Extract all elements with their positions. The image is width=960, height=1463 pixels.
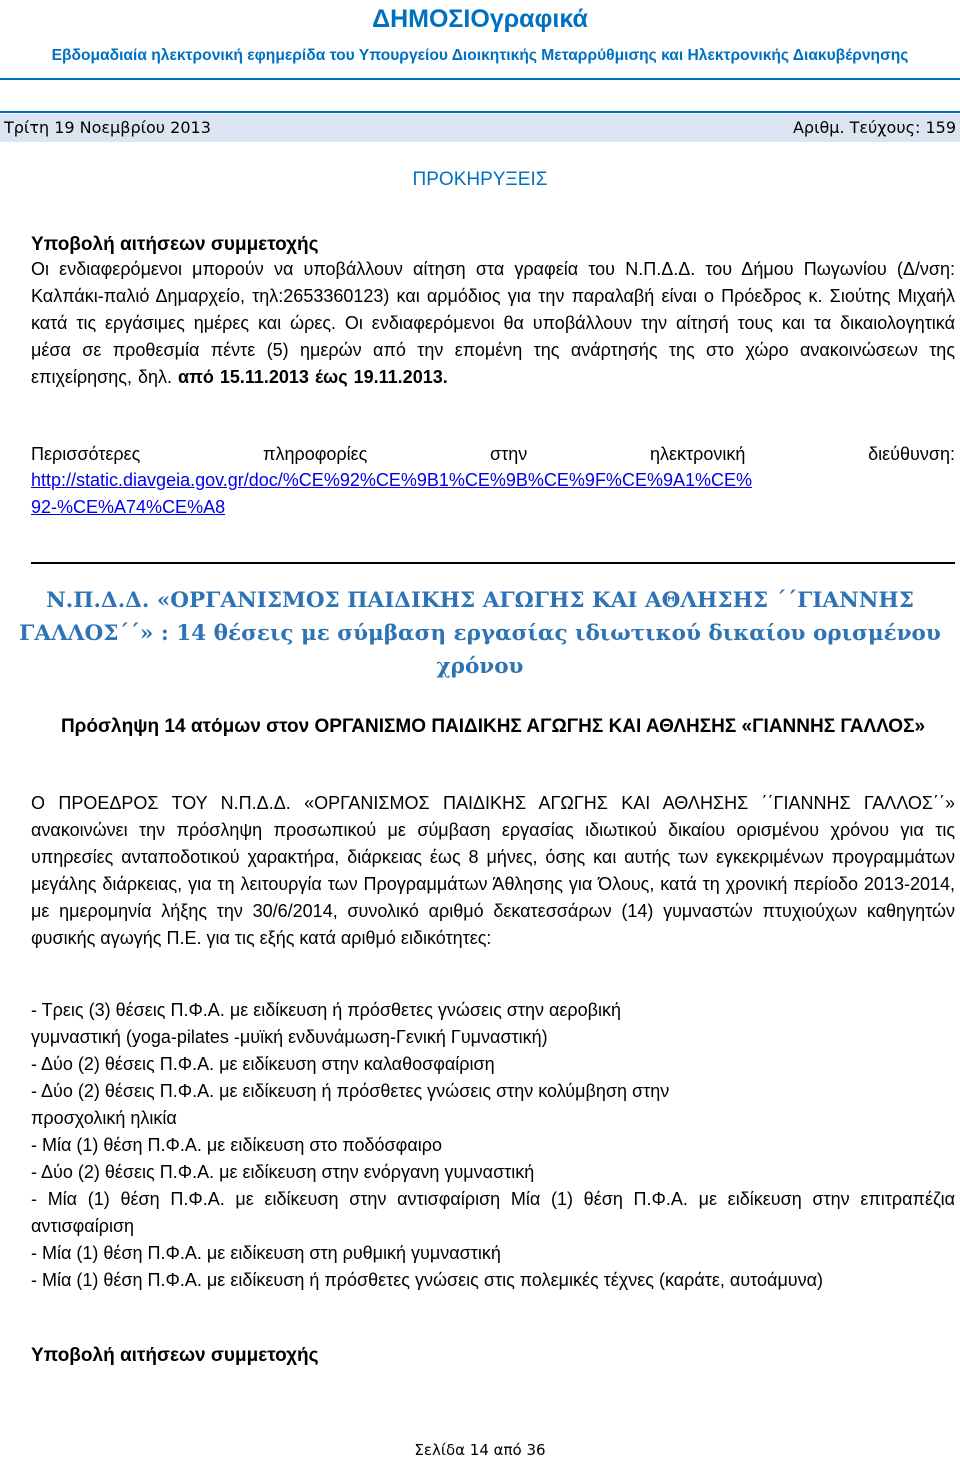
item1-deadline: από 15.11.2013 έως 19.11.2013. xyxy=(178,367,448,387)
item1-heading: Υποβολή αιτήσεων συμμετοχής xyxy=(31,234,319,255)
item1-link[interactable] xyxy=(31,467,955,521)
newsletter-subtitle: Εβδομαδιαία ηλεκτρονική εφημερίδα του Υπουργείου Διοικητικής Μεταρρύθμισης και Ηλεκτρονικής Διακυβέρνησης xyxy=(51,47,909,64)
item1-body-text: Οι ενδιαφερόμενοι μπορούν να υποβάλλουν αίτηση στα γραφεία του Ν.Π.Δ.Δ. του Δήμου Πωγωνίου (Δ/νση: Καλπάκι-παλιό Δημαρχείο, τηλ:2653360123) και αρμόδιος για την παραλαβή είναι ο Πρόεδρος κ. Σιούτης Μιχαήλ κατά τις εργάσιμες ημέρες και ώρες. Οι ενδιαφερόμενοι θα υποβάλλουν την αίτησή τους και τα δικαιολογητικά μέσα σε προθεσμία πέντε (5) ημερών από την επομένη της ανάρτησής της στο χώρο ανακοινώσεων της επιχείρησης, δηλ. xyxy=(31,259,955,387)
header-rule-bottom xyxy=(0,111,960,113)
positions-list xyxy=(31,997,955,1294)
page-number: Σελίδα 14 από 36 xyxy=(414,1441,546,1459)
item1-more-info: Περισσότερες πληροφορίες στην ηλεκτρονική διεύθυνση: xyxy=(31,444,955,464)
position-item: - Μία (1) θέση Π.Φ.Α. με ειδίκευση στη ρυθμική γυμναστική xyxy=(31,1243,501,1263)
position-item: - Δύο (2) θέσεις Π.Φ.Α. με ειδίκευση στην ενόργανη γυμναστική xyxy=(31,1162,535,1182)
dateline-bar xyxy=(0,114,960,142)
item2-title: Ν.Π.Δ.Δ. «ΟΡΓΑΝΙΣΜΟΣ ΠΑΙΔΙΚΗΣ ΑΓΩΓΗΣ ΚΑΙ ΑΘΛΗΣΗΣ ΄΄ΓΙΑΝΝΗΣ ΓΑΛΛΟΣ΄΄» : 14 θέσεις με σύμβαση εργασίας ιδιωτικού δικαίου ορισμένου χρόνου xyxy=(19,588,941,679)
position-item: - Μία (1) θέση Π.Φ.Α. με ειδίκευση στο ποδόσφαιρο xyxy=(31,1135,442,1155)
position-item: - Μία (1) θέση Π.Φ.Α. με ειδίκευση ή πρόσθετες γνώσεις στις πολεμικές τέχνες (καράτε, αυτοάμυνα) xyxy=(31,1270,824,1290)
header-rule-top xyxy=(0,78,960,80)
item1-body xyxy=(31,256,955,391)
position-item: - Δύο (2) θέσεις Π.Φ.Α. με ειδίκευση στην καλαθοσφαίριση xyxy=(31,1054,495,1074)
newsletter-title: ΔΗΜΟΣΙΟγραφικά xyxy=(372,5,588,33)
position-item: - Τρεις (3) θέσεις Π.Φ.Α. με ειδίκευση ή πρόσθετες γνώσεις στην αεροβική γυμναστική (yoga-pilates -μυϊκή ενδυνάμωση-Γενική Γυμναστική) xyxy=(31,1000,622,1047)
item1-link-line1[interactable]: http://static.diavgeia.gov.gr/doc/%CE%92%CE%9B1%CE%9B%CE%9F%CE%9A1%CE% xyxy=(31,470,752,490)
item2-submission-heading: Υποβολή αιτήσεων συμμετοχής xyxy=(31,1345,319,1366)
section-heading: ΠΡΟΚΗΡΥΞΕΙΣ xyxy=(412,169,548,190)
issue-date: Τρίτη 19 Νοεμβρίου 2013 xyxy=(4,118,211,137)
article-separator xyxy=(31,562,955,564)
position-item: - Μία (1) θέση Π.Φ.Α. με ειδίκευση στην αντισφαίριση Μία (1) θέση Π.Φ.Α. με ειδίκευση στην επιτραπέζια αντισφαίριση xyxy=(31,1189,955,1236)
item1-link-line2[interactable]: 92-%CE%A74%CE%A8 xyxy=(31,497,226,517)
item2-subheading: Πρόσληψη 14 ατόμων στον ΟΡΓΑΝΙΣΜΟ ΠΑΙΔΙΚΗΣ ΑΓΩΓΗΣ ΚΑΙ ΑΘΛΗΣΗΣ «ΓΙΑΝΝΗΣ ΓΑΛΛΟΣ» xyxy=(60,716,926,737)
issue-number: Αριθμ. Τεύχους: 159 xyxy=(792,118,956,137)
item2-body: Ο ΠΡΟΕΔΡΟΣ ΤΟΥ Ν.Π.Δ.Δ. «ΟΡΓΑΝΙΣΜΟΣ ΠΑΙΔΙΚΗΣ ΑΓΩΓΗΣ ΚΑΙ ΑΘΛΗΣΗΣ ΄΄ΓΙΑΝΝΗΣ ΓΑΛΛΟΣ΄΄» ανακοινώνει την πρόσληψη προσωπικού με σύμβαση εργασίας ιδιωτικού δικαίου ορισμένου χρόνου για τις υπηρεσίες ανταποδοτικού χαρακτήρα, διάρκειας έως 8 μήνες, όσης και αυτής των εγκεκριμένων προγραμμάτων μεγάλης διάρκειας, για τη λειτουργία των Προγραμμάτων Άθλησης για Όλους, κατά τη χρονική περίοδο 2013-2014, με ημερομηνία λήξης την 30/6/2014, συνολικό αριθμό δεκατεσσάρων (14) γυμναστών πτυχιούχων καθηγητών φυσικής αγωγής Π.Ε. για τις εξής κατά αριθμό ειδικότητες: xyxy=(31,793,955,948)
position-item: - Δύο (2) θέσεις Π.Φ.Α. με ειδίκευση ή πρόσθετες γνώσεις στην κολύμβηση στην προσχολική ηλικία xyxy=(31,1081,670,1128)
